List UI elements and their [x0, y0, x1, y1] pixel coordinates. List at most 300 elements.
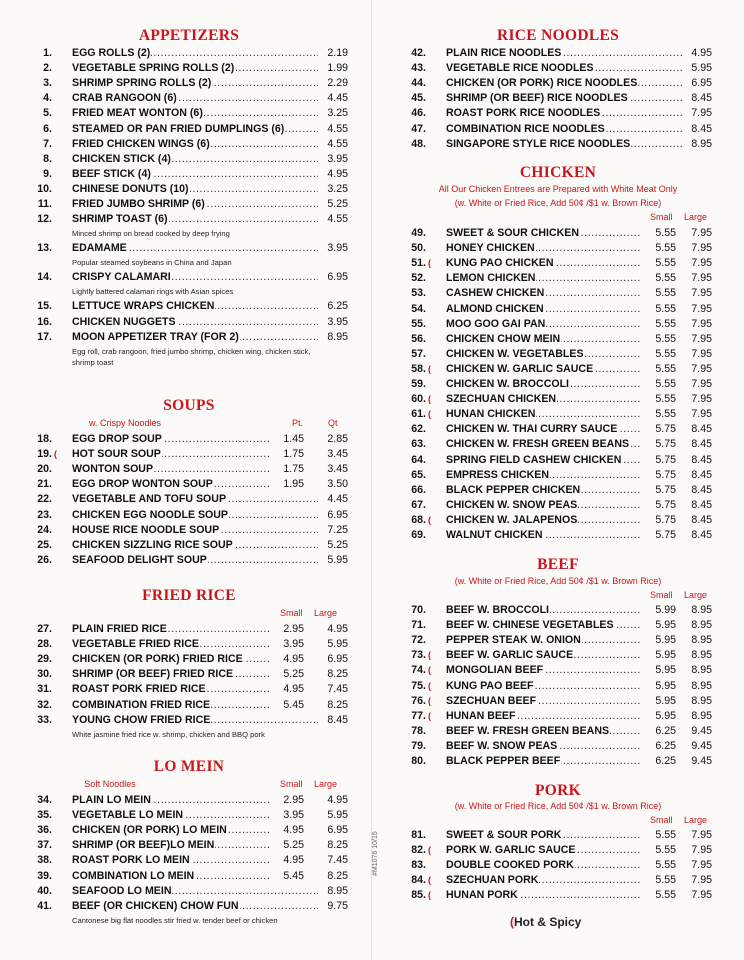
menu-item	[30, 46, 348, 61]
item-name: BEEF STICK (4)	[72, 167, 151, 180]
menu-item	[404, 106, 712, 121]
item-number: 45.	[411, 92, 426, 105]
item-price-large: 8.45	[691, 513, 712, 526]
item-price-large: 7.45	[327, 683, 348, 696]
beef-col2-header: Large	[684, 590, 708, 600]
item-price-small: 4.95	[283, 854, 304, 867]
item-number: 3.	[43, 77, 52, 90]
item-price-large: 8.25	[327, 839, 348, 852]
item-name: SHRIMP TOAST (6)	[72, 213, 168, 226]
menu-item	[30, 330, 348, 345]
item-price-large: 7.95	[691, 332, 712, 345]
item-number: 79.	[411, 739, 426, 752]
menu-item	[404, 377, 712, 392]
item-price-small: 5.75	[655, 468, 676, 481]
item-name-leader	[446, 407, 640, 422]
chili-pepper-icon: (	[428, 258, 431, 269]
item-name: BLACK PEPPER BEEF	[446, 755, 561, 767]
item-name: VEGETABLE AND TOFU SOUP	[72, 493, 227, 506]
item-price: 3.25	[327, 107, 348, 120]
item-price-small: 5.75	[655, 529, 676, 541]
item-description: Minced shrimp on bread cooked by deep frying	[72, 229, 230, 239]
menu-item	[30, 462, 348, 477]
chili-pepper-icon: (	[428, 363, 431, 374]
item-name: LEMON CHICKEN	[446, 272, 536, 285]
pork-col1-header: Small	[650, 815, 673, 825]
item-name: COMBINATION RICE NOODLES	[446, 122, 605, 135]
beef-title: BEEF	[537, 556, 579, 573]
menu-item	[30, 477, 348, 492]
item-number: 22.	[37, 493, 52, 506]
item-price-large: 5.95	[327, 809, 348, 822]
item-name: PEPPER STEAK W. ONION	[446, 634, 581, 647]
item-price: 4.95	[691, 47, 712, 59]
menu-item	[30, 682, 348, 697]
fried-rice-col1-header: Small	[280, 608, 303, 618]
item-price-small: 6.25	[655, 724, 676, 737]
item-price-small: 1.95	[283, 478, 304, 491]
item-name-leader	[72, 167, 318, 182]
menu-item	[30, 553, 348, 568]
item-name: ROAST PORK FRIED RICE	[72, 683, 206, 696]
chili-pepper-icon: (	[428, 409, 431, 420]
item-number: 77.	[411, 709, 426, 722]
item-name: PLAIN LO MEIN	[72, 794, 151, 806]
item-name: PLAIN FRIED RICE	[72, 623, 167, 635]
item-price-small: 3.95	[283, 638, 304, 651]
menu-item	[30, 270, 348, 285]
item-name-leader	[446, 709, 640, 724]
item-price-large: 8.45	[691, 529, 712, 541]
item-name: SEAFOOD LO MEIN	[72, 884, 172, 897]
item-price-large: 6.95	[327, 653, 348, 666]
item-number: 73.	[411, 649, 426, 662]
item-name-leader	[446, 362, 640, 377]
menu-item	[404, 286, 712, 301]
item-number: 15.	[37, 300, 52, 313]
item-name-leader	[72, 838, 270, 853]
item-name-leader	[446, 679, 640, 694]
item-name: CHICKEN W. SNOW PEAS	[446, 498, 578, 511]
menu-item	[404, 739, 712, 754]
menu-item	[30, 869, 348, 884]
item-number: 71.	[411, 619, 426, 632]
item-name: MOO GOO GAI PAN	[446, 317, 546, 330]
item-name: HUNAN CHICKEN	[446, 408, 536, 421]
item-name-leader	[72, 652, 270, 667]
item-name: CASHEW CHICKEN	[446, 287, 545, 300]
item-price-small: 5.25	[283, 668, 304, 681]
menu-item	[404, 888, 712, 903]
item-number: 32.	[37, 698, 52, 711]
item-price-small: 5.55	[655, 242, 676, 255]
print-code: #M1076 10/15	[372, 831, 379, 876]
item-name: KUNG PAO BEEF	[446, 679, 534, 692]
menu-item	[404, 453, 712, 468]
item-name-leader	[446, 76, 682, 91]
item-number: 35.	[37, 809, 52, 822]
item-name-leader	[446, 633, 640, 648]
item-price-large: 3.45	[327, 448, 348, 461]
item-price: 6.95	[691, 77, 712, 90]
item-price-small: 5.25	[283, 839, 304, 852]
item-name: CHICKEN W. FRESH GREEN BEANS	[446, 438, 630, 451]
item-price-small: 5.95	[655, 619, 676, 632]
menu-item	[30, 315, 348, 330]
item-number: 74.	[411, 664, 426, 677]
item-number: 24.	[37, 523, 52, 536]
item-number: 1.	[43, 47, 52, 59]
item-name: BLACK PEPPER CHICKEN	[446, 483, 581, 496]
item-price-small: 3.95	[283, 809, 304, 822]
item-price-large: 7.95	[691, 889, 712, 902]
item-price-large: 7.95	[691, 317, 712, 330]
item-name-leader	[446, 648, 640, 663]
item-name-leader	[446, 483, 640, 498]
item-price-large: 4.95	[327, 794, 348, 806]
item-name-leader	[446, 739, 640, 754]
item-price-small: 1.45	[283, 433, 304, 445]
item-price-small: 5.45	[283, 698, 304, 711]
menu-item	[30, 212, 348, 227]
item-number: 30.	[37, 668, 52, 681]
item-name-leader	[446, 694, 640, 709]
item-name: CHICKEN SIZZLING RICE SOUP	[72, 538, 233, 551]
item-name: SWEET & SOUR CHICKEN	[446, 227, 580, 239]
item-number: 2.	[43, 62, 52, 75]
item-number: 6.	[43, 122, 52, 135]
item-name-leader	[72, 492, 318, 507]
soups-title: SOUPS	[163, 397, 215, 414]
item-name-leader	[72, 884, 318, 899]
item-price-large: 7.95	[691, 287, 712, 300]
item-price-small: 5.55	[655, 362, 676, 375]
item-name-leader	[446, 241, 640, 256]
chili-pepper-icon: (	[428, 650, 431, 661]
item-price-small: 6.25	[655, 739, 676, 752]
item-name-leader	[72, 869, 270, 884]
menu-item	[30, 538, 348, 553]
item-number: 53.	[411, 287, 426, 300]
menu-item	[30, 137, 348, 152]
item-name: BEEF W. GARLIC SAUCE	[446, 649, 574, 662]
item-name-leader	[446, 528, 640, 543]
menu-item	[30, 823, 348, 838]
item-name: DOUBLE COOKED PORK	[446, 859, 574, 872]
item-name-leader	[446, 754, 640, 769]
item-number: 20.	[37, 463, 52, 476]
menu-item	[30, 447, 348, 462]
item-number: 29.	[37, 653, 52, 666]
item-name: FRIED JUMBO SHRIMP (6)	[72, 198, 205, 210]
chili-pepper-icon: (	[54, 449, 57, 460]
item-number: 60.	[411, 393, 426, 406]
item-name: ALMOND CHICKEN	[446, 302, 544, 315]
item-name-leader	[446, 377, 640, 392]
item-price: 4.45	[327, 493, 348, 506]
item-price-large: 8.25	[327, 698, 348, 711]
item-name-leader	[446, 286, 640, 301]
item-name-leader	[72, 477, 270, 492]
item-number: 62.	[411, 423, 426, 436]
item-name: CHICKEN W. VEGETABLES	[446, 347, 584, 360]
item-price-large: 8.25	[327, 869, 348, 882]
item-name-leader	[446, 858, 640, 873]
menu-item	[404, 663, 712, 678]
item-number: 19.	[37, 448, 52, 461]
item-name: WALNUT CHICKEN	[446, 529, 543, 541]
item-number: 84.	[411, 874, 426, 887]
item-price-small: 5.55	[655, 378, 676, 390]
item-price-small: 5.99	[655, 604, 676, 616]
menu-item	[404, 241, 712, 256]
item-number: 58.	[411, 362, 426, 375]
menu-item	[30, 808, 348, 823]
item-name: BEEF W. BROCCOLI	[446, 604, 549, 616]
item-price-large: 8.45	[691, 483, 712, 496]
lo-mein-col2-header: Large	[314, 779, 338, 789]
item-number: 21.	[37, 478, 52, 491]
item-name: CHICKEN STICK (4)	[72, 152, 171, 165]
item-name: ROAST PORK RICE NOODLES	[446, 107, 601, 120]
item-name-leader	[72, 667, 270, 682]
item-price-small: 5.75	[655, 513, 676, 526]
item-name-leader	[446, 302, 640, 317]
item-name: EGG ROLLS (2)	[72, 47, 151, 59]
menu-item	[30, 197, 348, 212]
item-number: 83.	[411, 859, 426, 872]
chicken-col2-header: Large	[684, 212, 708, 222]
item-name: SWEET & SOUR PORK	[446, 829, 562, 841]
item-price-large: 8.95	[691, 634, 712, 647]
item-name-leader	[446, 61, 682, 76]
item-number: 37.	[37, 839, 52, 852]
item-name-leader	[72, 330, 318, 345]
item-name-leader	[446, 106, 682, 121]
item-name-leader	[72, 538, 318, 553]
item-price: 5.25	[327, 198, 348, 210]
item-name-leader	[446, 513, 640, 528]
item-number: 76.	[411, 694, 426, 707]
item-name-leader	[72, 523, 318, 538]
item-price-large: 7.95	[691, 393, 712, 406]
beef-col1-header: Small	[650, 590, 673, 600]
item-name-leader	[446, 332, 640, 347]
item-name-leader	[72, 61, 318, 76]
item-price-small: 5.95	[655, 664, 676, 677]
menu-item	[30, 523, 348, 538]
item-price-small: 5.55	[655, 393, 676, 406]
item-number: 80.	[411, 755, 426, 767]
item-price: 6.95	[327, 271, 348, 284]
chili-pepper-icon: (	[428, 695, 431, 706]
item-price-small: 5.55	[655, 844, 676, 857]
item-price: 8.95	[327, 884, 348, 897]
item-price-large: 8.95	[691, 664, 712, 677]
item-description: Lightly battered calamari rings with Asian spices	[72, 287, 234, 297]
item-number: 49.	[411, 227, 426, 239]
item-price: 7.95	[691, 107, 712, 120]
item-name-leader	[72, 106, 318, 121]
item-name: CHICKEN CHOW MEIN	[446, 332, 561, 345]
soups-col2-header: Qt	[328, 418, 338, 428]
item-name-leader	[446, 122, 682, 137]
chili-pepper-icon: (	[428, 845, 431, 856]
item-price-large: 8.45	[691, 498, 712, 511]
item-number: 11.	[37, 198, 52, 210]
menu-item	[404, 46, 712, 61]
item-name: EGG DROP WONTON SOUP	[72, 478, 213, 491]
item-name-leader	[446, 603, 640, 618]
item-number: 38.	[37, 854, 52, 867]
item-price-large: 7.95	[691, 227, 712, 239]
item-price-large: 6.95	[327, 824, 348, 837]
item-price-small: 5.95	[655, 679, 676, 692]
lo-mein-col1-header: Small	[280, 779, 303, 789]
chili-pepper-icon: (	[510, 915, 514, 929]
hot-spicy-label: Hot & Spicy	[514, 915, 582, 929]
menu-item	[404, 76, 712, 91]
menu-item	[404, 483, 712, 498]
menu-item	[30, 76, 348, 91]
item-name: ROAST PORK LO MEIN	[72, 854, 190, 867]
item-number: 56.	[411, 332, 426, 345]
item-price-small: 5.75	[655, 498, 676, 511]
menu-item	[30, 61, 348, 76]
item-price-large: 8.45	[691, 468, 712, 481]
item-number: 7.	[43, 137, 52, 150]
menu-item	[404, 392, 712, 407]
item-price-large: 7.95	[691, 272, 712, 285]
item-price-small: 6.25	[655, 755, 676, 767]
item-price: 3.95	[327, 242, 348, 255]
menu-item	[404, 724, 712, 739]
item-price: 8.95	[327, 330, 348, 343]
item-price-large: 8.45	[691, 423, 712, 436]
pork-note-rice: (w. White or Fried Rice, Add 50¢ /$1 w. Brown Rice)	[454, 801, 662, 811]
item-name-leader	[72, 152, 318, 167]
menu-item	[30, 713, 348, 728]
item-number: 75.	[411, 679, 426, 692]
item-name-leader	[72, 447, 270, 462]
item-name: SHRIMP (OR BEEF) RICE NOODLES	[446, 92, 628, 105]
chili-pepper-icon: (	[428, 394, 431, 405]
item-number: 64.	[411, 453, 426, 466]
item-price: 7.25	[327, 523, 348, 536]
item-price-small: 2.95	[283, 794, 304, 806]
item-name: COMBINATION LO MEIN	[72, 869, 195, 882]
item-price-large: 9.45	[691, 755, 712, 767]
item-price-small: 4.95	[283, 683, 304, 696]
item-price-small: 5.75	[655, 438, 676, 451]
menu-item	[404, 843, 712, 858]
item-name: EDAMAME	[72, 242, 127, 255]
item-price-small: 5.75	[655, 453, 676, 466]
item-price-large: 7.95	[691, 408, 712, 421]
item-number: 27.	[37, 623, 52, 635]
item-number: 12.	[37, 213, 52, 226]
item-price-small: 5.55	[655, 874, 676, 887]
item-price-large: 7.95	[691, 859, 712, 872]
item-price-large: 3.45	[327, 463, 348, 476]
item-name-leader	[72, 622, 270, 637]
item-name-leader	[72, 241, 318, 256]
item-name-leader	[446, 888, 640, 903]
item-price: 4.95	[327, 167, 348, 180]
item-price-large: 8.45	[691, 453, 712, 466]
item-price: 1.99	[327, 62, 348, 75]
item-name-leader	[72, 315, 318, 330]
item-number: 40.	[37, 884, 52, 897]
chili-pepper-icon: (	[428, 875, 431, 886]
item-name: HUNAN BEEF	[446, 709, 516, 722]
item-name: FRIED MEAT WONTON (6)	[72, 107, 203, 120]
menu-item	[404, 332, 712, 347]
menu-item	[30, 182, 348, 197]
item-name: YOUNG CHOW FRIED RICE	[72, 713, 211, 726]
item-name-leader	[446, 618, 640, 633]
item-price-small: 5.95	[655, 649, 676, 662]
item-name: PORK W. GARLIC SAUCE	[446, 844, 576, 857]
item-description: Popular steamed soybeans in China and Japan	[72, 258, 232, 268]
item-price-small: 5.55	[655, 347, 676, 360]
beef-note-rice: (w. White or Fried Rice, Add 50¢ /$1 w. Brown Rice)	[454, 576, 662, 586]
item-name: BEEF (OR CHICKEN) CHOW FUN	[72, 899, 239, 912]
item-number: 28.	[37, 638, 52, 651]
menu-item	[404, 828, 712, 843]
item-name-leader	[72, 713, 318, 728]
item-name: WONTON SOUP	[72, 463, 154, 476]
item-price-large: 2.85	[327, 433, 348, 445]
item-price-large: 7.95	[691, 242, 712, 255]
menu-item	[404, 61, 712, 76]
item-number: 65.	[411, 468, 426, 481]
item-name-leader	[446, 137, 682, 152]
item-price-large: 8.95	[691, 649, 712, 662]
item-number: 4.	[43, 92, 52, 105]
item-name: LETTUCE WRAPS CHICKEN	[72, 300, 215, 313]
menu-item	[30, 667, 348, 682]
menu-item	[404, 317, 712, 332]
item-number: 43.	[411, 62, 426, 75]
item-price: 5.25	[327, 538, 348, 551]
menu-item	[404, 618, 712, 633]
item-name-leader	[72, 137, 318, 152]
item-price-large: 7.95	[691, 302, 712, 315]
item-price-small: 5.55	[655, 227, 676, 239]
item-name-leader	[72, 899, 318, 914]
item-name: EMPRESS CHICKEN	[446, 468, 550, 481]
item-price-small: 5.55	[655, 859, 676, 872]
item-price: 8.45	[691, 92, 712, 105]
item-number: 70.	[411, 604, 426, 616]
chicken-note-white-meat: All Our Chicken Entrees are Prepared with White Meat Only	[438, 184, 678, 194]
item-name: CHICKEN (OR PORK) FRIED RICE	[72, 653, 243, 666]
item-price-small: 5.95	[655, 634, 676, 647]
item-number: 41.	[37, 899, 52, 912]
item-name-leader	[72, 197, 318, 212]
item-price-large: 7.95	[691, 347, 712, 360]
item-price-large: 7.95	[691, 378, 712, 390]
item-price-small: 5.45	[283, 869, 304, 882]
item-number: 67.	[411, 498, 426, 511]
item-name-leader	[72, 553, 318, 568]
item-name: CHICKEN (OR PORK) RICE NOODLES	[446, 77, 638, 90]
item-name-leader	[72, 270, 318, 285]
item-price-large: 4.95	[327, 623, 348, 635]
item-price-large: 8.45	[691, 438, 712, 451]
item-name-leader	[446, 873, 640, 888]
